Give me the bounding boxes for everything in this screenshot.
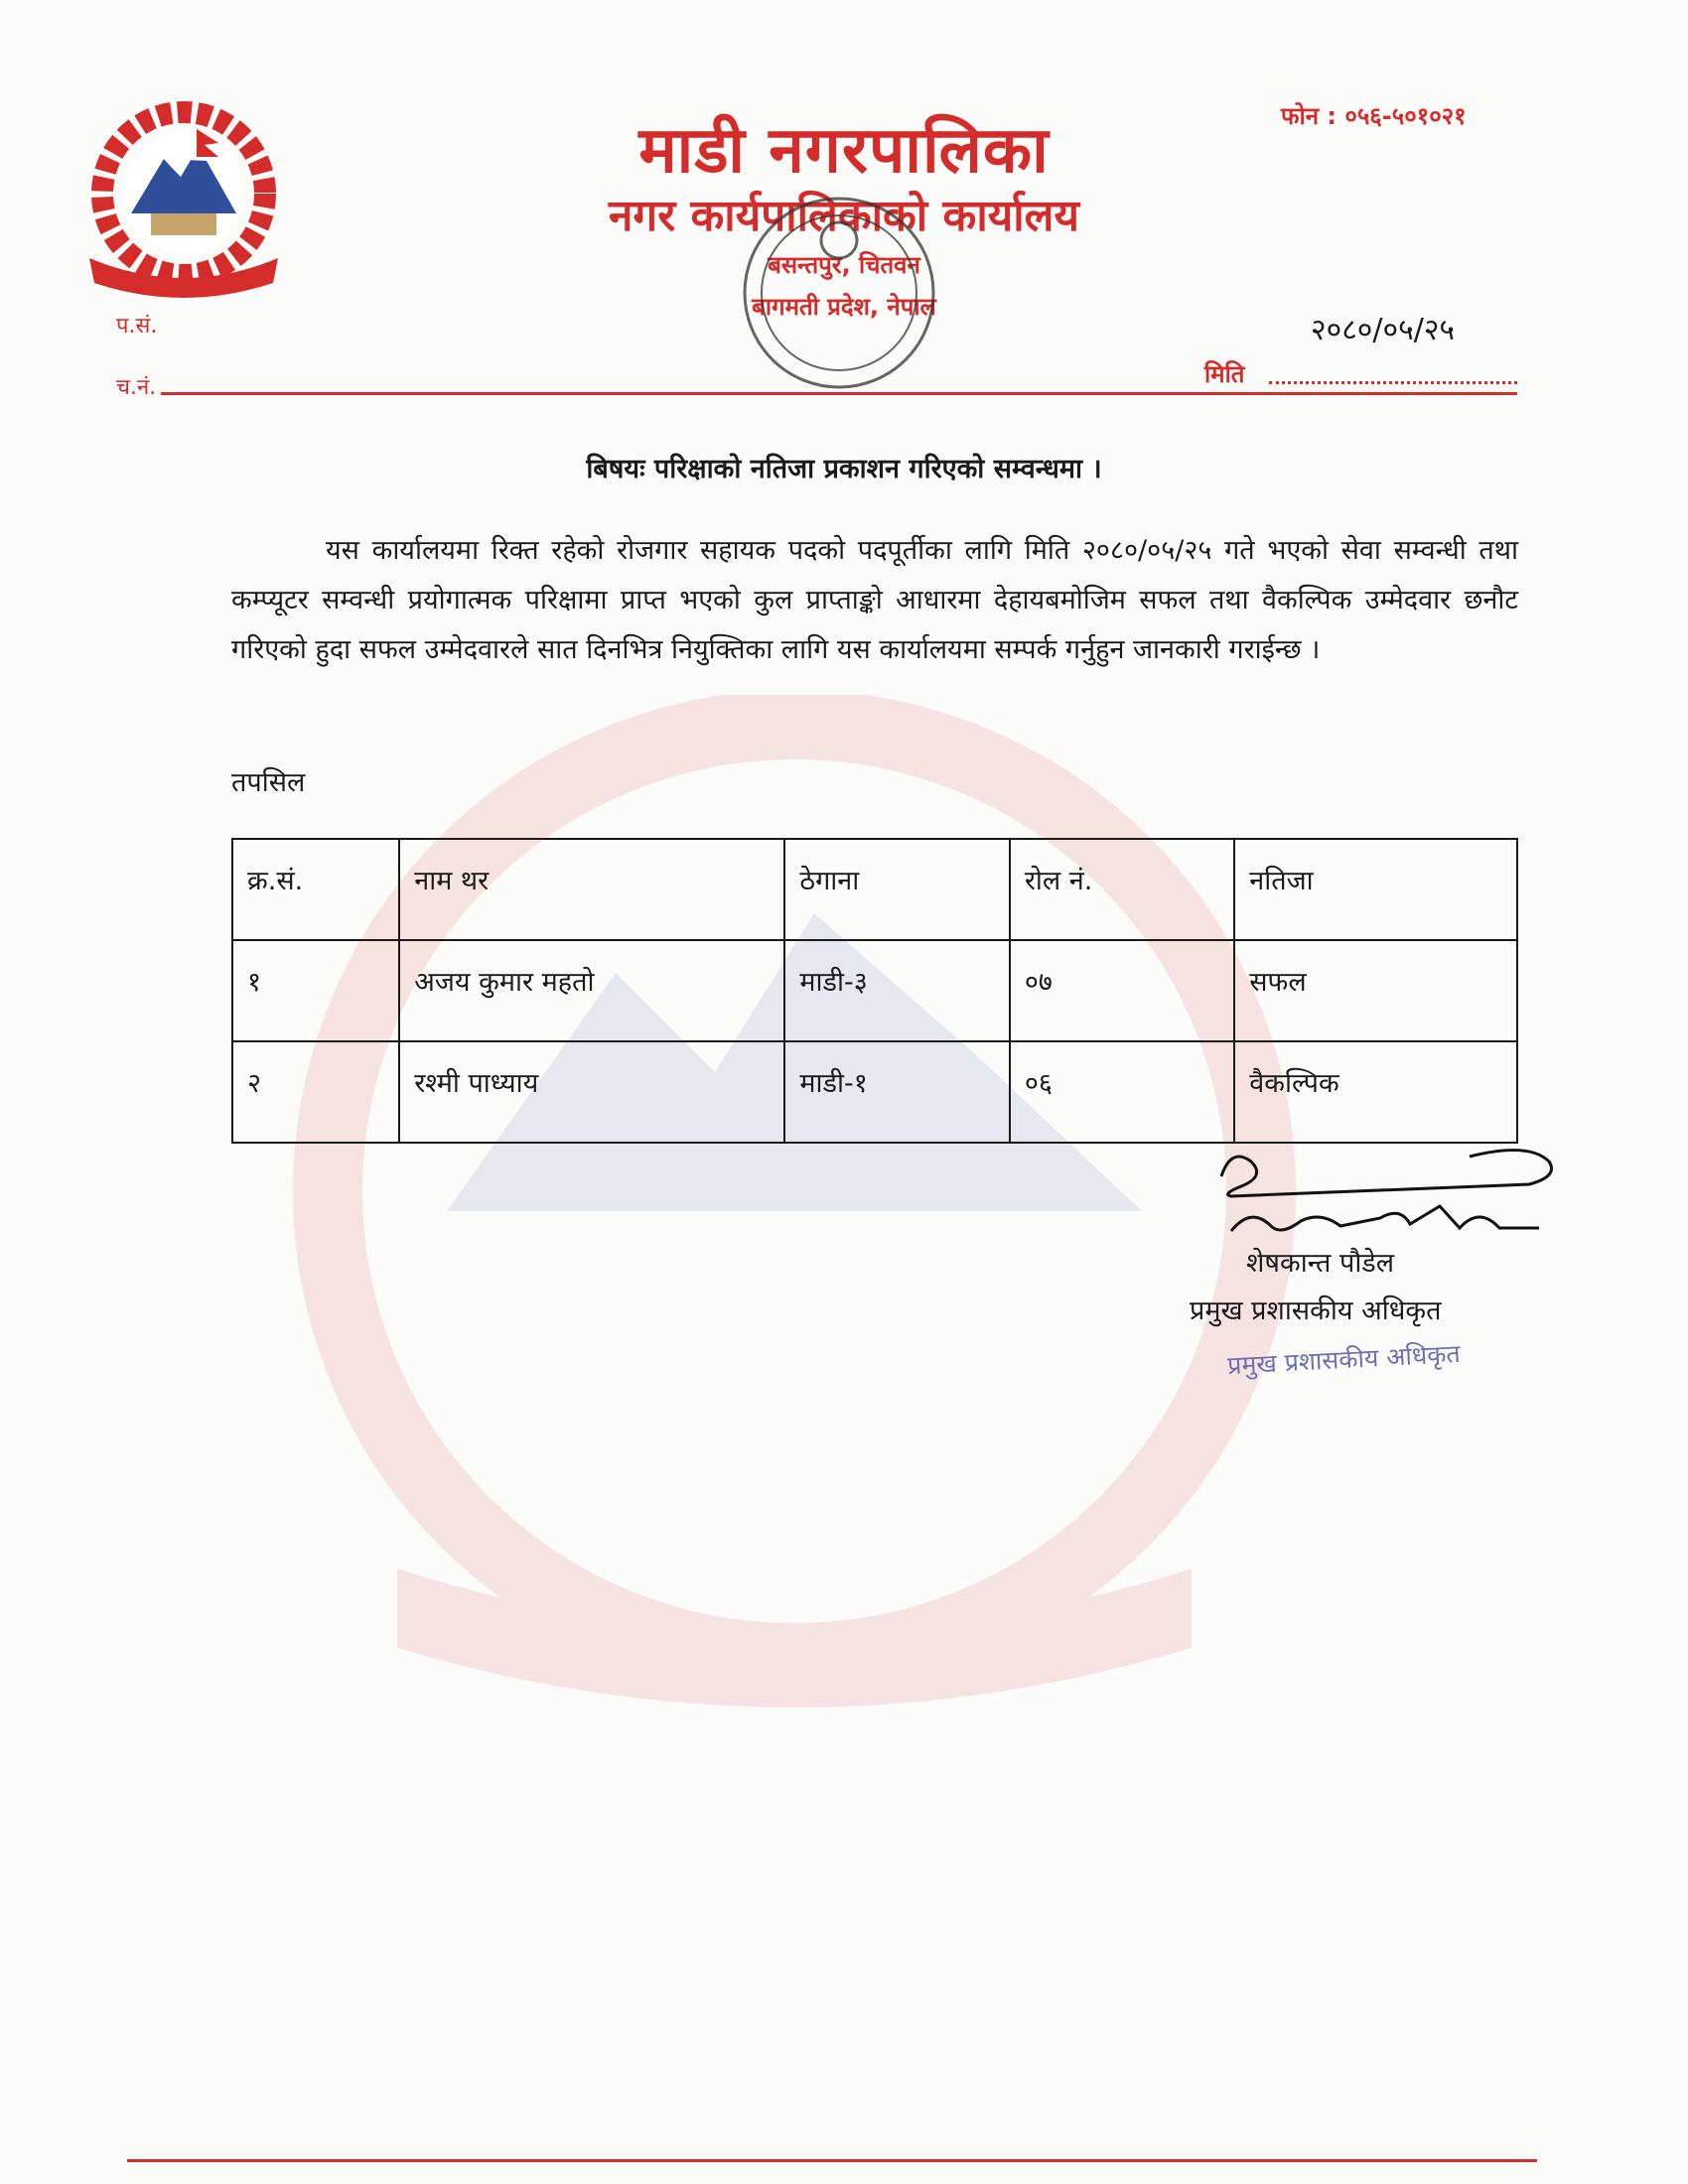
letter-subject: बिषयः परिक्षाको नतिजा प्रकाशन गरिएको सम्वन्धमा । xyxy=(586,454,1102,484)
results-table xyxy=(231,838,1518,1144)
miti-label: मिति xyxy=(1204,360,1245,388)
cell-address: माडी-३ xyxy=(784,940,1009,1041)
signer-title: प्रमुख प्रशासकीय अधिकृत xyxy=(1190,1296,1442,1326)
municipality-name: माडी नगरपालिका xyxy=(638,114,1050,188)
phone-number: फोन : ०५६-५०१०२१ xyxy=(1281,102,1467,130)
designation-stamp: प्रमुख प्रशासकीय अधिकृत xyxy=(1226,1338,1462,1381)
cell-result: वैकल्पिक xyxy=(1234,1041,1517,1143)
office-name: नगर कार्यपालिकाको कार्यालय xyxy=(609,191,1079,241)
cell-roll: ०७ xyxy=(1010,940,1234,1041)
address-line-1: बसन्तपुर, चितवन xyxy=(768,251,920,279)
col-header-result: नतिजा xyxy=(1234,839,1517,940)
cell-result: सफल xyxy=(1234,940,1517,1041)
letter-date: २०८०/०५/२५ xyxy=(1311,313,1456,347)
office-seal-stamp xyxy=(725,179,953,407)
address-line-2: बागमती प्रदेश, नेपाल xyxy=(752,293,936,321)
cell-name: अजय कुमार महतो xyxy=(399,940,784,1041)
table-row xyxy=(232,940,1517,1041)
header-divider xyxy=(161,392,1517,395)
cell-serial: १ xyxy=(232,940,399,1041)
cell-address: माडी-१ xyxy=(784,1041,1009,1143)
miti-dotted-line xyxy=(1269,359,1517,384)
letter-body: यस कार्यालयमा रिक्त रहेको रोजगार सहायक पदको पदपूर्तीका लागि मिति २०८०/०५/२५ गते भएको सेवा सम्वन्धी तथा कम्प्यूटर सम्वन्धी प्रयोगात्मक परिक्षामा प्राप्त भएको कुल प्राप्ताङ्को आधारमा देहायबमोजिम सफल तथा वैकल्पिक उम्मेदवार छनौट गरिएको हुदा सफल उम्मेदवारले सात दिनभित्र नियुक्तिका लागि यस कार्यालयमा सम्पर्क गर्नुहुन जानकारी गराईन्छ । xyxy=(231,535,1518,665)
ps-label: प.सं. xyxy=(116,314,158,339)
col-header-address: ठेगाना xyxy=(784,839,1009,940)
cell-serial: २ xyxy=(232,1041,399,1143)
footer-divider xyxy=(127,2159,1537,2162)
cell-name: रश्मी पाध्याय xyxy=(399,1041,784,1143)
tapasil-label: तपसिल xyxy=(231,767,306,798)
col-header-name: नाम थर xyxy=(399,839,784,940)
cell-roll: ०६ xyxy=(1010,1041,1234,1143)
signer-name: शेषकान्त पौडेल xyxy=(1246,1248,1395,1279)
handwritten-signature xyxy=(1211,1137,1569,1246)
table-header-row xyxy=(232,839,1517,940)
cn-label: च.नं. xyxy=(116,375,157,400)
col-header-serial: क्र.सं. xyxy=(232,839,399,940)
table-row xyxy=(232,1041,1517,1143)
col-header-roll: रोल नं. xyxy=(1010,839,1234,940)
